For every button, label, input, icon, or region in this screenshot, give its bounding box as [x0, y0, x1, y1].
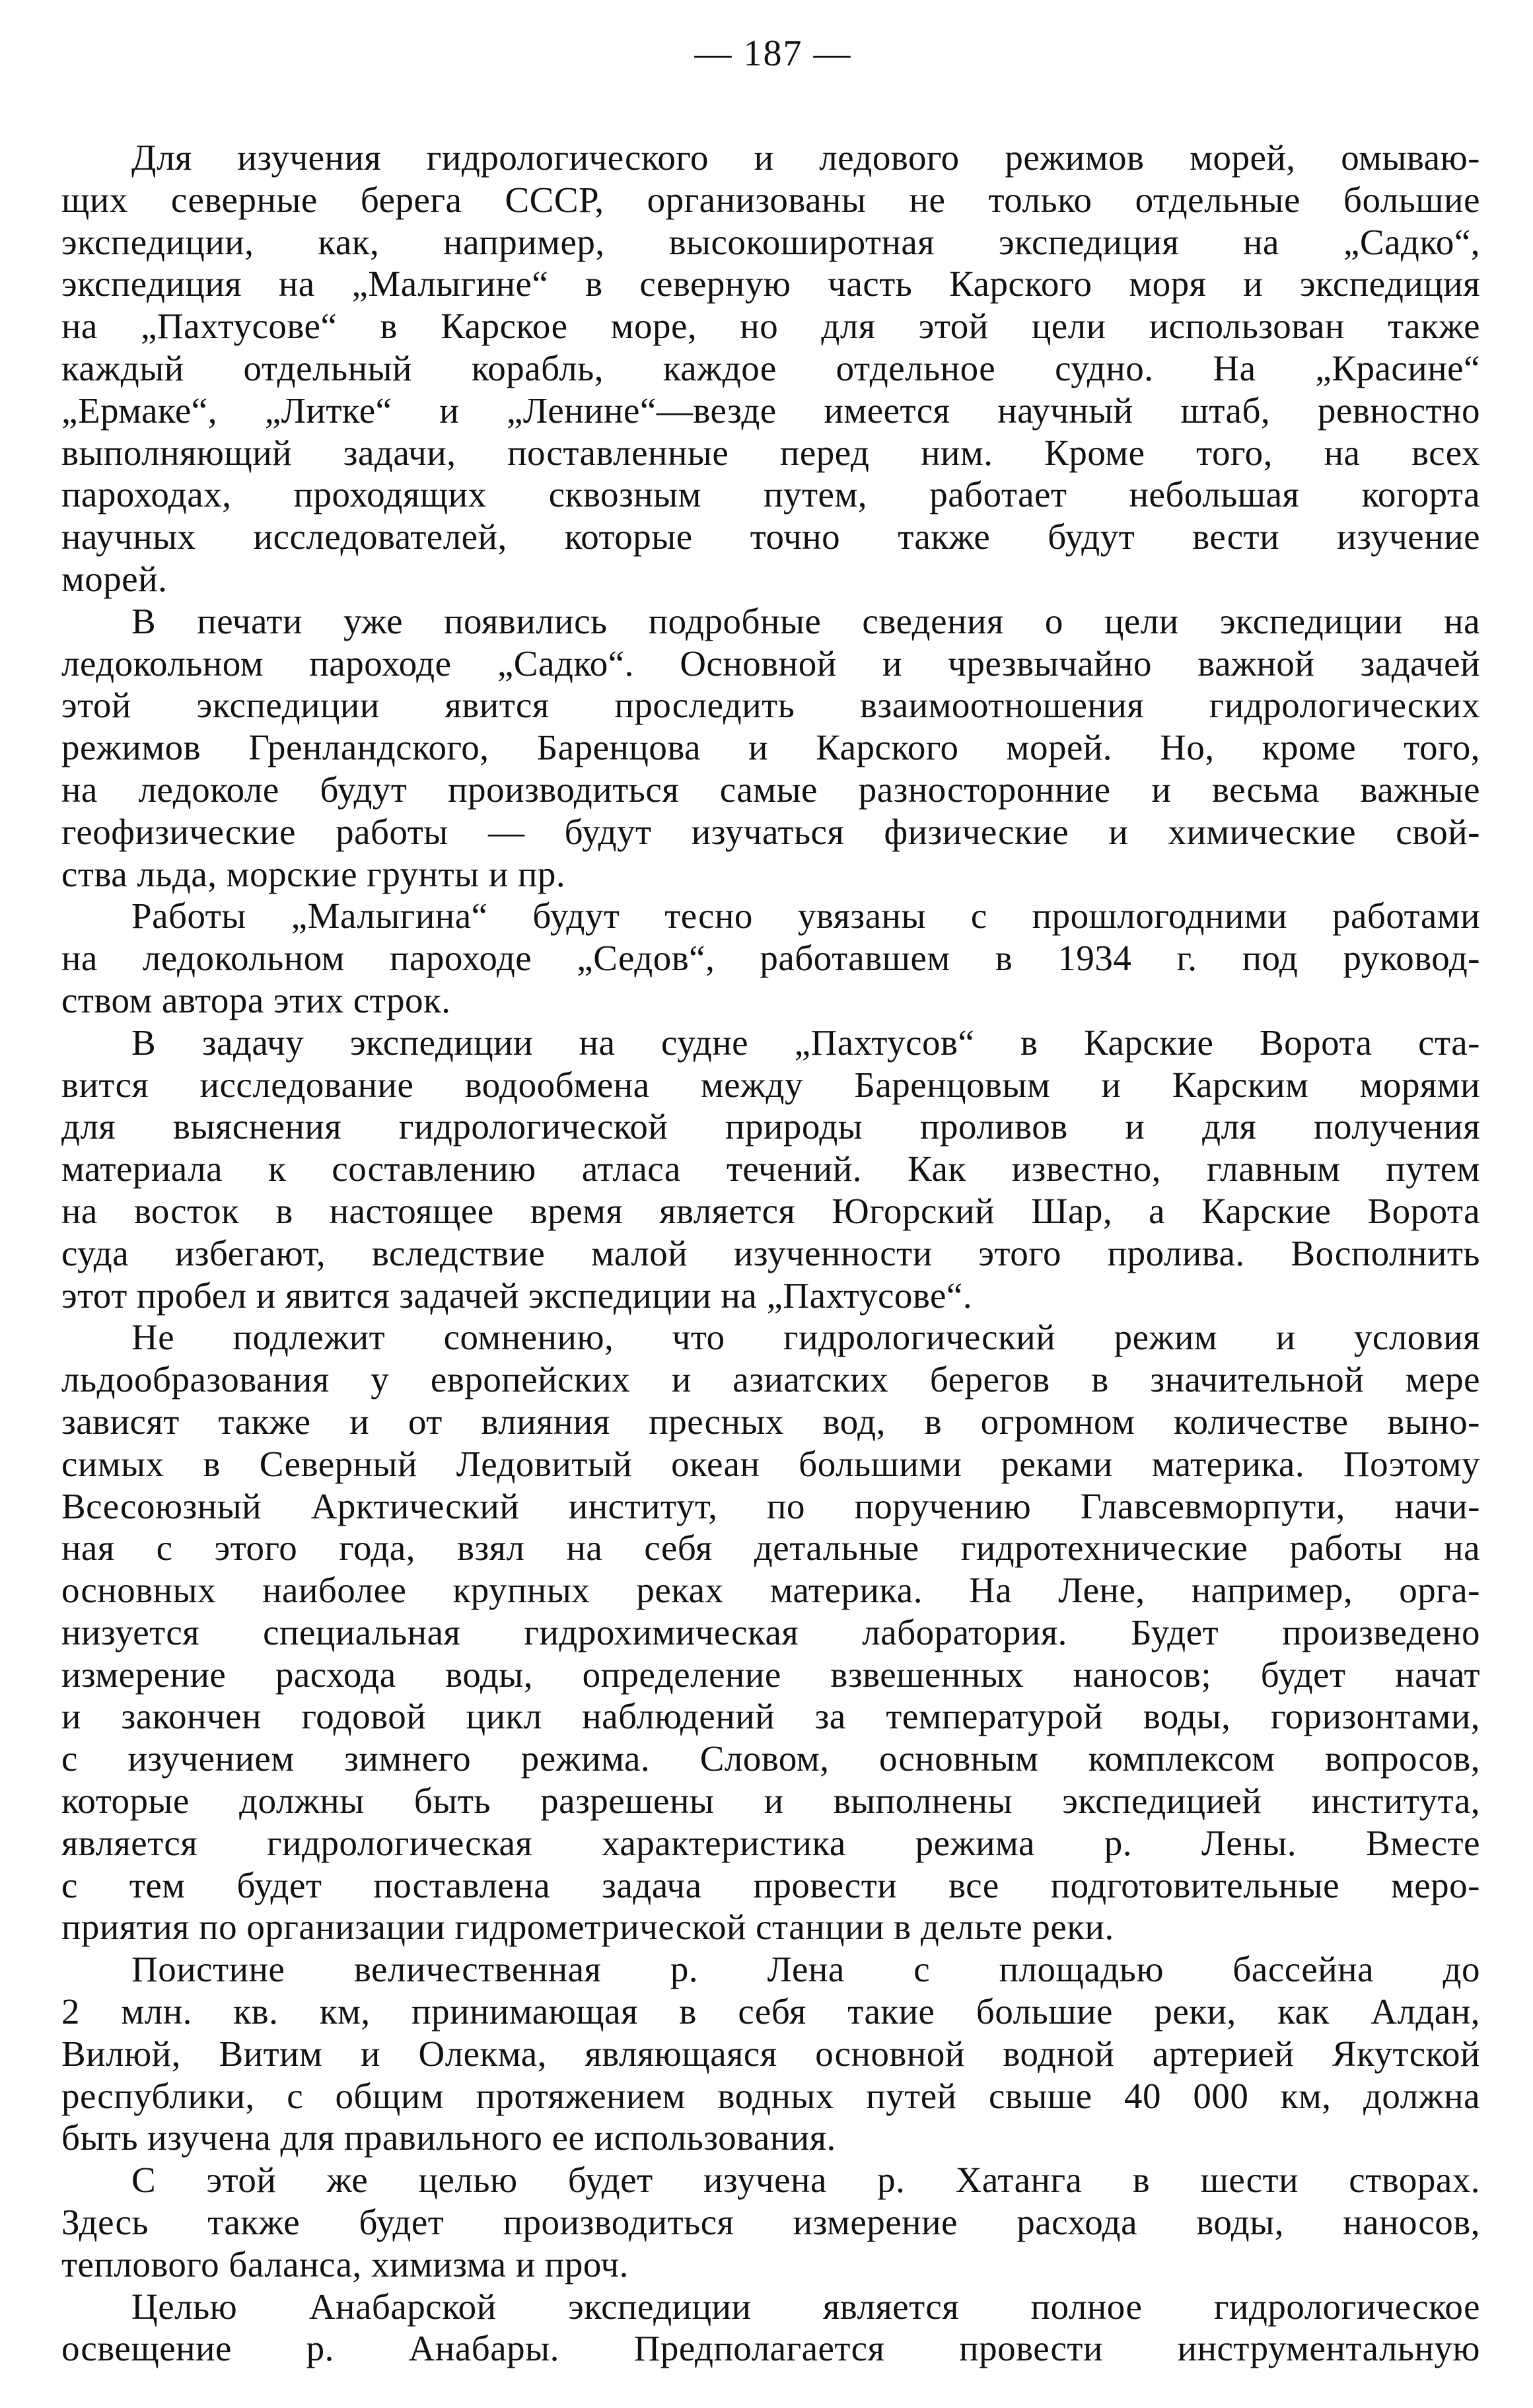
paragraph	[61, 895, 1480, 1021]
text-line: режимов Гренландского, Баренцова и Карского морей. Но, кроме того,	[61, 727, 1480, 768]
text-line: освещение р. Анабары. Предполагается провести инструментальную	[61, 2328, 1480, 2369]
text-line: Для изучения гидрологического и ледового режимов морей, омываю-	[131, 137, 1480, 178]
text-line: этот пробел и явится задачей экспедиции на „Пахтусове“.	[61, 1275, 973, 1316]
paragraph	[61, 600, 1480, 896]
text-line: льдообразования у европейских и азиатских берегов в значительной мере	[61, 1359, 1480, 1400]
text-line: которые должны быть разрешены и выполнены экспедицией института,	[61, 1781, 1480, 1822]
text-line: пароходах, проходящих сквозным путем, работает небольшая когорта	[61, 474, 1480, 515]
text-line: с тем будет поставлена задача провести все подготовительные меро-	[61, 1864, 1480, 1905]
text-line: Всесоюзный Арктический институт, по поручению Главсевморпути, начи-	[61, 1485, 1480, 1526]
text-line: для выяснения гидрологической природы проливов и для получения	[61, 1106, 1480, 1147]
text-line: экспедиции, как, например, высокоширотная экспедиция на „Садко“,	[61, 221, 1480, 262]
paragraph	[61, 2159, 1480, 2285]
text-line: ством автора этих строк.	[61, 979, 451, 1020]
text-line: приятия по организации гидрометрической станции в дельте реки.	[61, 1907, 1114, 1948]
text-line: быть изучена для правильного ее использования.	[61, 2117, 836, 2158]
text-line: симых в Северный Ледовитый океан большими реками материка. Поэтому	[61, 1443, 1480, 1484]
text-line: „Ермаке“, „Литке“ и „Ленине“—везде имеется научный штаб, ревностно	[61, 390, 1480, 431]
text-line: ная с этого года, взял на себя детальные гидротехнические работы на	[61, 1528, 1480, 1569]
text-line: Поистине величественная р. Лена с площадью бассейна до	[131, 1949, 1480, 1990]
paragraph	[61, 137, 1480, 600]
page-number: — 187 —	[694, 33, 852, 74]
text-line: на „Пахтусове“ в Карское море, но для этой цели использован также	[61, 306, 1480, 347]
paragraph	[61, 1948, 1480, 2159]
text-line: каждый отдельный корабль, каждое отдельное судно. На „Красине“	[61, 347, 1480, 388]
text-line: щих северные берега СССР, организованы не только отдельные большие	[61, 179, 1480, 220]
text-line: на восток в настоящее время является Югорский Шар, а Карские Ворота	[61, 1190, 1480, 1231]
text-line: геофизические работы — будут изучаться физические и химические свой-	[61, 811, 1480, 852]
text-line: на ледоколе будут производиться самые разносторонние и весьма важные	[61, 769, 1480, 810]
text-line: Вилюй, Витим и Олекма, являющаяся основной водной артерией Якутской	[61, 2033, 1480, 2074]
text-line: морей.	[61, 558, 168, 599]
text-line: зависят также и от влияния пресных вод, в огромном количестве выно-	[61, 1401, 1480, 1442]
text-line: основных наиболее крупных реках материка. На Лене, например, орга-	[61, 1570, 1480, 1611]
text-line: республики, с общим протяжением водных путей свыше 40 000 км, должна	[61, 2075, 1480, 2116]
text-line: Не подлежит сомнению, что гидрологический режим и условия	[131, 1317, 1480, 1358]
text-line: Работы „Малыгина“ будут тесно увязаны с прошлогодними работами	[131, 896, 1480, 937]
text-line: измерение расхода воды, определение взвешенных наносов; будет начат	[61, 1654, 1480, 1695]
text-line: с изучением зимнего режима. Словом, основным комплексом вопросов,	[61, 1738, 1480, 1779]
text-line: Целью Анабарской экспедиции является полное гидрологическое	[131, 2286, 1480, 2327]
text-line: и закончен годовой цикл наблюдений за температурой воды, горизонтами,	[61, 1696, 1480, 1737]
text-line: В печати уже появились подробные сведения о цели экспедиции на	[131, 600, 1480, 641]
text-line: ледокольном пароходе „Садко“. Основной и чрезвычайно важной задачей	[61, 643, 1480, 684]
text-line: Здесь также будет производиться измерение расхода воды, наносов,	[61, 2202, 1480, 2243]
document-body	[61, 137, 1480, 2370]
text-line: теплового баланса, химизма и проч.	[61, 2244, 629, 2284]
text-line: С этой же целью будет изучена р. Хатанга в шести створах.	[131, 2160, 1480, 2201]
text-line: суда избегают, вследствие малой изученности этого пролива. Восполнить	[61, 1232, 1480, 1273]
text-line: материала к составлению атласа течений. Как известно, главным путем	[61, 1149, 1480, 1189]
text-line: 2 млн. кв. км, принимающая в себя такие большие реки, как Алдан,	[61, 1991, 1480, 2032]
text-line: вится исследование водообмена между Баренцовым и Карским морями	[61, 1064, 1480, 1105]
text-line: на ледокольном пароходе „Седов“, работавшем в 1934 г. под руковод-	[61, 938, 1480, 979]
paragraph	[61, 2286, 1480, 2370]
paragraph	[61, 1316, 1480, 1948]
text-line: низуется специальная гидрохимическая лаборатория. Будет произведено	[61, 1611, 1480, 1652]
paragraph	[61, 1022, 1480, 1317]
text-line: является гидрологическая характеристика режима р. Лены. Вместе	[61, 1822, 1480, 1863]
text-line: В задачу экспедиции на судне „Пахтусов“ в Карские Ворота ста-	[131, 1022, 1480, 1063]
text-line: научных исследователей, которые точно также будут вести изучение	[61, 516, 1480, 557]
text-line: выполняющий задачи, поставленные перед ним. Кроме того, на всех	[61, 432, 1480, 473]
text-line: экспедиция на „Малыгине“ в северную часть Карского моря и экспедиция	[61, 264, 1480, 304]
text-line: этой экспедиции явится проследить взаимоотношения гидрологических	[61, 685, 1480, 726]
text-line: ства льда, морские грунты и пр.	[61, 853, 566, 894]
